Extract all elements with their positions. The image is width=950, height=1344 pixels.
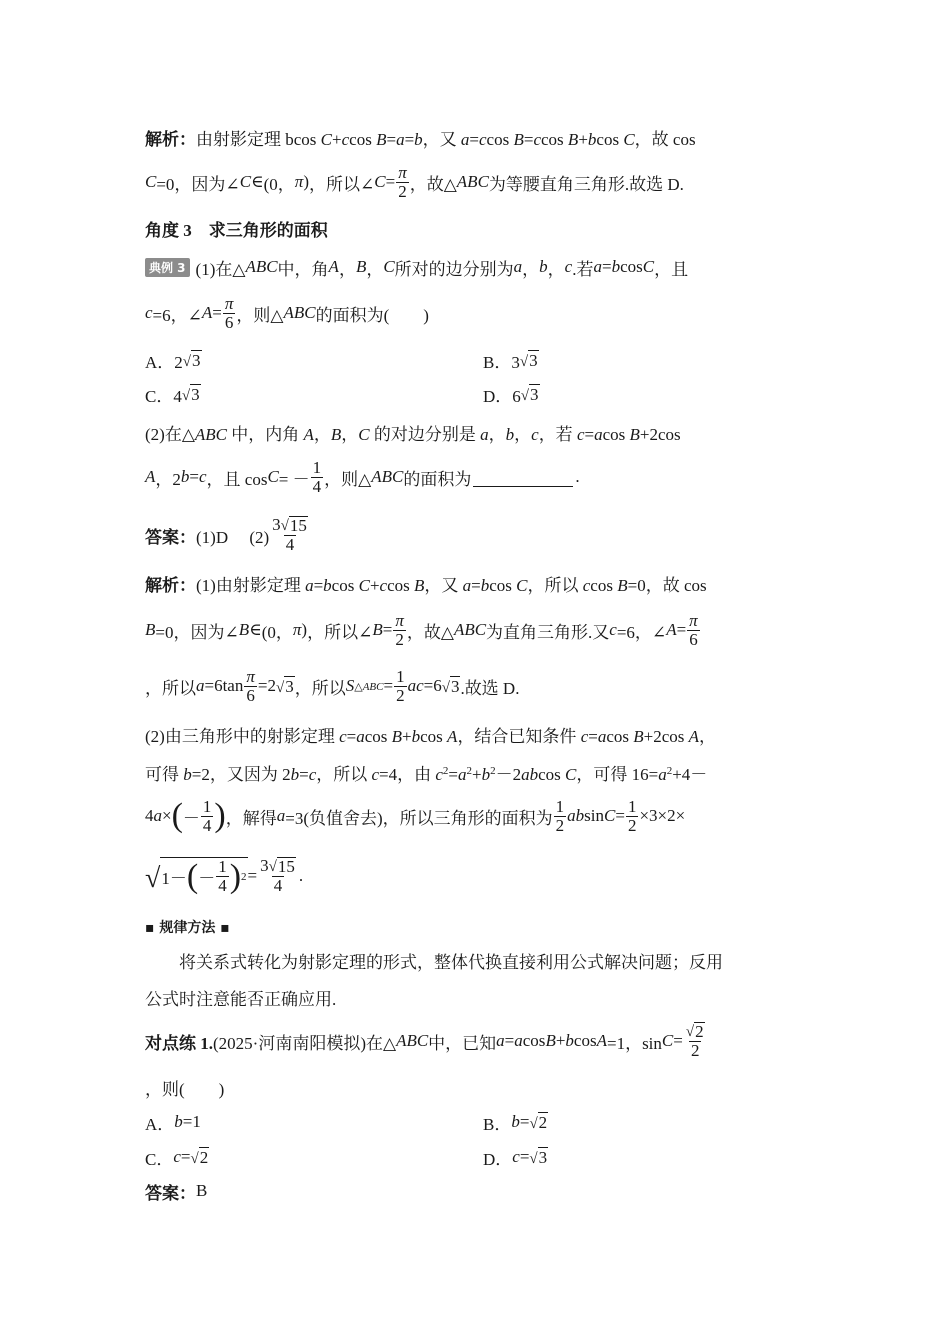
answer-blank[interactable] [473,468,573,487]
method-text-2: 公式时注意能否正确应用. [145,989,337,1009]
practice-option-b[interactable]: B． b = √ 2 [483,1112,548,1134]
solution-line-6: 4 a × ( － $\frac{1}{4}$ ) ，解得 a =3(负值舍去)，所以三角形的面积为 $\frac{1}{2}$ ab sin C = $\frac{1}{2}$ ×3×2× [145,796,686,835]
option-a[interactable]: A．2 √ 3 [145,350,201,372]
option-b[interactable]: B．3 √ 3 [483,350,538,372]
practice-option-d[interactable]: D． c = √ 3 [483,1147,548,1169]
analysis-line-1: 解析：由射影定理 bcos C+ccos B=a=b，又 a=ccos B=ccos B+bcos C，故 cos [145,129,696,149]
example-line-4: A ，2 b = c ，且 cos C = － $\frac{1}{4}$ ，则△ ABC 的面积为 . [145,457,580,496]
practice-line-1: 对点练 1. (2025·河南南阳模拟)在△ ABC 中，已知 a = a cos B + b cos A =1，sin C = √ 2 2 [145,1022,704,1060]
example-badge: 典例 3 [145,258,190,277]
example-line-2: c =6，∠ A = $\frac{\pi}{6}$ ，则△ ABC 的面积为( ) [145,293,429,332]
solution-line-5: 可得 b=2，又因为 2b=c，所以 c=4，由 $c^2=a^2+b^2-2abcos$ C，可得 $16=a^2+4-$ [145,764,708,784]
practice-option-c[interactable]: C． c = √ 2 [145,1147,209,1169]
solution-line-4: (2)由三角形中的射影定理 c=acos B+bcos A，结合已知条件 c=acos B+2cos A， [145,726,717,746]
section-heading: 角度 3 求三角形的面积 [145,220,328,240]
method-text-1: 将关系式转化为射影定理的形式，整体代换直接利用公式解决问题；反用 [179,952,723,972]
solution-line-3: ，所以 a =6tan $\frac{\pi}{6}$ =2 √ 3 ，所以 S △ABC = $\frac{1}{2}$ ac =6 √ 3 .故选 D. [145,666,520,705]
solution-line-7: √ 1－ ( － $\frac{1}{4}$ ) 2 = 3 √ 15 4 . [145,856,304,895]
answer-line-2: 答案： B [145,1181,208,1203]
example-line-1: 典例 3 (1)在△ ABC 中，角 A ， B ， C 所对的边分别为 a ， b ， c .若 a = b cos C ，且 [145,247,802,287]
analysis-line-2: C =0，因为∠ C ∈ (0， π ) ，所以∠ C = $\frac{\pi}{2}$ ，故△ ABC 为等腰直角三角形.故选 D. [145,162,684,201]
option-d[interactable]: D．6 √ 3 [483,384,539,406]
practice-line-2: ，则( ) [145,1079,225,1099]
example-line-3: (2)在△ABC 中，内角 A，B，C 的对边分别是 a，b，c，若 c=acos B+2cos [145,424,681,444]
method-title: ▪ 规律方法 ▪ [145,920,230,936]
solution-line-1: 解析：(1)由射影定理 a=bcos C+ccos B，又 a=bcos C，所以 ccos B=0，故 cos [145,575,707,595]
practice-option-a[interactable]: A． b =1 [145,1112,201,1134]
option-c[interactable]: C．4 √ 3 [145,384,200,406]
answer-line-1: 答案： (1)D (2) 3 √ 15 4 [145,515,307,554]
solution-line-2: B =0，因为∠ B ∈ (0， π ) ，所以∠ B = $\frac{\pi}{2}$ ，故△ ABC 为直角三角形.又 c =6，∠ A = $\frac{\pi}{6}$ [145,610,698,649]
